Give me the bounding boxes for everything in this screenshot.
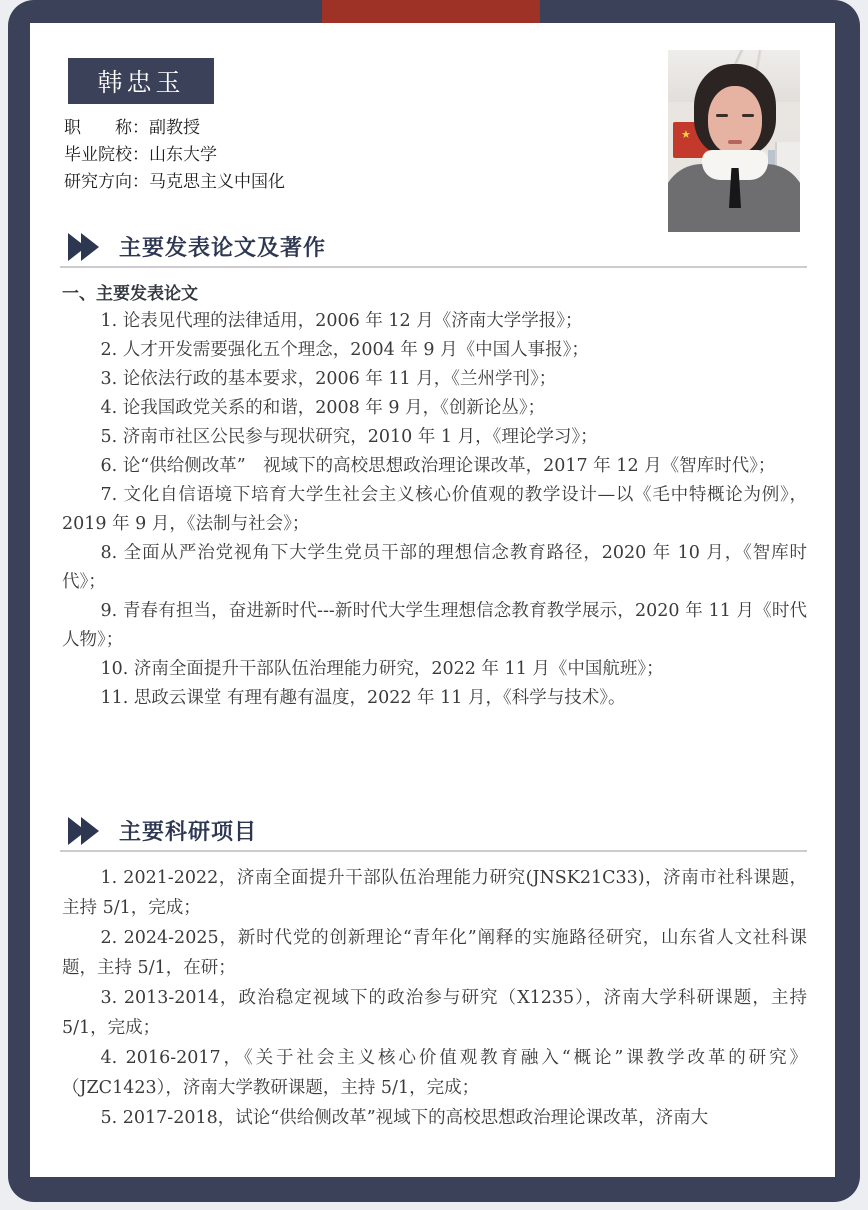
project-item: 5. 2017-2018，试论“供给侧改革”视域下的高校思想政治理论课改革，济南大 bbox=[100, 1108, 709, 1128]
flag-star-icon: ★ bbox=[681, 128, 691, 141]
section-divider bbox=[60, 266, 807, 268]
field-research-label: 研究方向： bbox=[64, 172, 149, 192]
profile-photo bbox=[668, 50, 800, 232]
name-badge bbox=[68, 58, 214, 104]
section-title-projects: 主要科研项目 bbox=[119, 819, 258, 844]
photo-eye-left bbox=[716, 114, 728, 117]
project-item: 3. 2013-2014，政治稳定视域下的政治参与研究（X1235），济南大学科研课题，主持 5/1，完成； bbox=[62, 988, 807, 1038]
section-divider bbox=[60, 850, 807, 852]
person-name: 韩忠玉 bbox=[97, 68, 185, 97]
projects-list bbox=[62, 863, 807, 1133]
section-title-papers: 主要发表论文及著作 bbox=[119, 235, 327, 260]
field-research bbox=[64, 169, 285, 196]
field-research-value: 马克思主义中国化 bbox=[149, 172, 285, 192]
paper-item: 5. 济南市社区公民参与现状研究，2010 年 1 月，《理论学习》； bbox=[100, 427, 598, 447]
paper-item: 3. 论依法行政的基本要求，2006 年 11 月，《兰州学刊》； bbox=[100, 369, 557, 389]
photo-eye-right bbox=[742, 114, 754, 117]
double-chevron-right-icon bbox=[68, 817, 99, 845]
field-school-label: 毕业院校： bbox=[64, 145, 149, 165]
field-school bbox=[64, 142, 285, 169]
papers-subheading: 一、主要发表论文 bbox=[62, 284, 198, 303]
papers-list bbox=[62, 307, 807, 713]
paper-item: 8. 全面从严治党视角下大学生党员干部的理想信念教育路径，2020 年 10 月，《智库时代》； bbox=[62, 543, 807, 592]
field-title bbox=[64, 115, 285, 142]
paper-item: 9. 青春有担当，奋进新时代---新时代大学生理想信念教育教学展示，2020 年 11 月《时代人物》； bbox=[62, 601, 807, 650]
paper-item: 1. 论表见代理的法律适用，2006 年 12 月《济南大学学报》； bbox=[100, 311, 583, 331]
project-item: 1. 2021-2022，济南全面提升干部队伍治理能力研究(JNSK21C33)，济南市社科课题，主持 5/1，完成； bbox=[62, 868, 807, 918]
paper-item: 11. 思政云课堂 有理有趣有温度，2022 年 11 月，《科学与技术》。 bbox=[100, 688, 626, 708]
section-header-papers bbox=[68, 231, 326, 262]
double-chevron-right-icon bbox=[68, 233, 99, 261]
field-title-label: 职 称： bbox=[64, 118, 149, 138]
project-item: 4. 2016-2017，《关于社会主义核心价值观教育融入“概论”课教学改革的研究》（JZC1423），济南大学教研课题，主持 5/1，完成； bbox=[62, 1048, 807, 1098]
paper-item: 4. 论我国政党关系的和谐，2008 年 9 月，《创新论丛》； bbox=[100, 398, 546, 418]
content-card bbox=[30, 23, 835, 1177]
project-item: 2. 2024-2025，新时代党的创新理论“青年化”阐释的实施路径研究，山东省人文社科课题，主持 5/1，在研； bbox=[62, 928, 807, 978]
paper-item: 2. 人才开发需要强化五个理念，2004 年 9 月《中国人事报》； bbox=[100, 340, 589, 360]
section-header-projects bbox=[68, 815, 257, 846]
paper-item: 6. 论“供给侧改革” 视域下的高校思想政治理论课改革，2017 年 12 月《智库时代》； bbox=[100, 456, 776, 476]
photo-mouth bbox=[728, 140, 742, 144]
field-school-value: 山东大学 bbox=[149, 145, 217, 165]
paper-item: 7. 文化自信语境下培育大学生社会主义核心价值观的教学设计—以《毛中特概论为例》，2019 年 9 月，《法制与社会》； bbox=[62, 485, 807, 534]
paper-item: 10. 济南全面提升干部队伍治理能力研究，2022 年 11 月《中国航班》； bbox=[100, 659, 664, 679]
field-title-value: 副教授 bbox=[149, 118, 200, 138]
profile-info bbox=[64, 115, 285, 196]
